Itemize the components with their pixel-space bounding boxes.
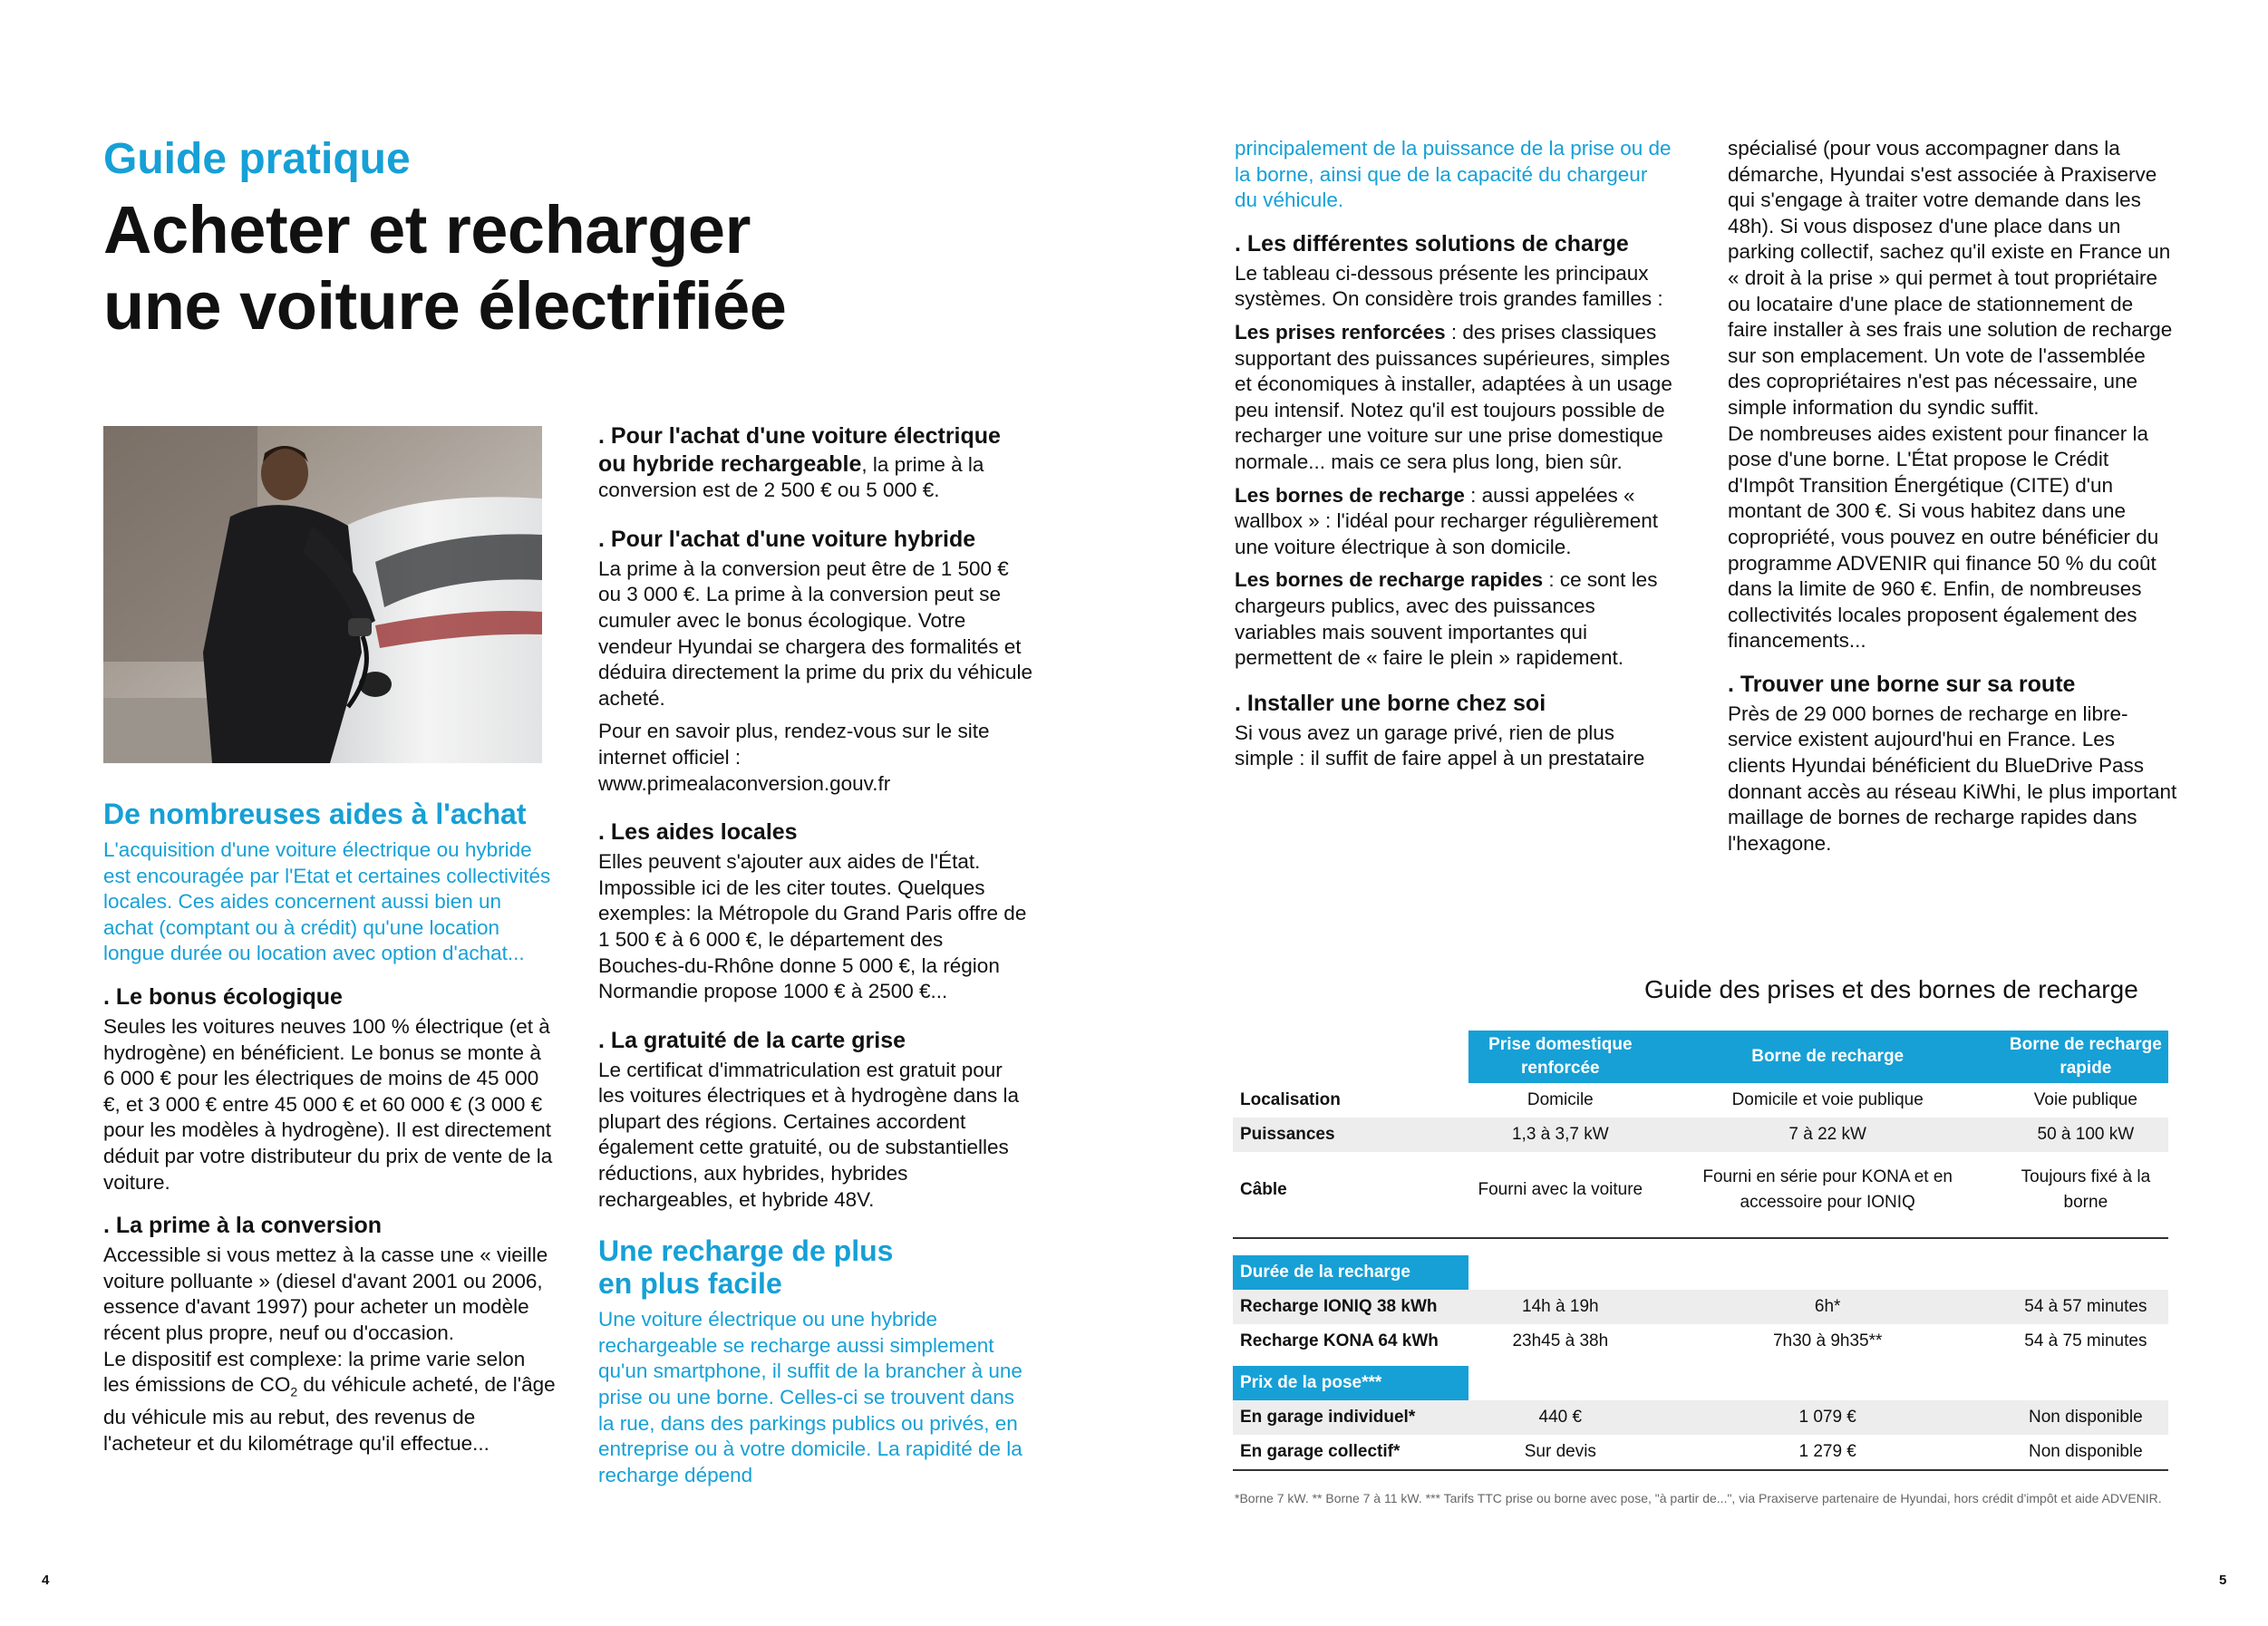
title-line-2: une voiture électrifiée bbox=[103, 268, 787, 344]
row-label: En garage collectif* bbox=[1240, 1442, 1401, 1461]
trouver-heading: . Trouver une borne sur sa route bbox=[1728, 671, 2076, 697]
table-spacer bbox=[1233, 1238, 2168, 1255]
table-cell: 54 à 75 minutes bbox=[2024, 1331, 2147, 1350]
grise-heading: . La gratuité de la carte grise bbox=[598, 1027, 906, 1053]
table-cell: Sur devis bbox=[1524, 1442, 1596, 1461]
table-cell: 23h45 à 38h bbox=[1512, 1331, 1609, 1350]
table-cell: 1,3 à 3,7 kW bbox=[1468, 1118, 1653, 1152]
recharge-heading-line1: Une recharge de plus bbox=[598, 1234, 894, 1268]
title-line-1: Acheter et recharger bbox=[103, 192, 751, 267]
table-cell: 50 à 100 kW bbox=[2003, 1118, 2168, 1152]
elec-heading: . Pour l'achat d'une voiture électrique ou hybride rechargeable bbox=[598, 423, 1001, 477]
table-cell: 7h30 à 9h35** bbox=[1772, 1331, 1883, 1350]
table-cell: 1 079 € bbox=[1653, 1400, 2003, 1435]
page-number-right: 5 bbox=[2219, 1573, 2227, 1588]
prises-text: : des prises classiques supportant des puissances supérieures, simples et économiques à installer, adaptées à un usage peu intensif. Notez qu'il est toujours possible de recharger une voiture sur une prise domestique normale... mais ce sera plus long, bien sûr. bbox=[1235, 320, 1672, 473]
column-1 bbox=[103, 798, 557, 1457]
photo-illustration bbox=[103, 426, 542, 763]
man-charging-car-photo bbox=[103, 426, 542, 763]
bornes-lead: Les bornes de recharge bbox=[1235, 483, 1465, 507]
rapides-text: : ce sont les chargeurs publics, avec des puissances variables mais souvent importantes qui permettent de « faire le plein » rapidement. bbox=[1235, 568, 1658, 670]
co2-subscript: 2 bbox=[290, 1384, 298, 1399]
hyb-more-link: Pour en savoir plus, rendez-vous sur le site internet officiel : www.primealaconversion.gouv.fr bbox=[598, 720, 990, 795]
grise-text: Le certificat d'immatriculation est gratuit pour les voitures électriques et à hydrogène dans la plupart des régions. Certaines accordent également cette gratuité, ou de substantielles réductions, aux hybrides, hybrides rechargeables, et hybride 48V. bbox=[598, 1058, 1020, 1211]
table-footnote: *Borne 7 kW. ** Borne 7 à 11 kW. *** Tarifs TTC prise ou borne avec pose, "à partir de...", via Praxiserve partenaire de Hyundai, hors crédit d'impôt et aide ADVENIR. bbox=[1235, 1491, 2162, 1505]
column-2 bbox=[598, 422, 1033, 1488]
installer-heading: . Installer une borne chez soi bbox=[1235, 690, 1546, 716]
table-row bbox=[1233, 1400, 2168, 1435]
table-row bbox=[1233, 1324, 2168, 1359]
prime-text-b-part2: du véhicule acheté, de l'âge du véhicule mis au rebut, des revenus de l'acheteur et du kilométrage qu'il effectue... bbox=[103, 1373, 556, 1455]
table-header-cell: Prise domestique renforcée bbox=[1468, 1031, 1653, 1083]
table-header-row bbox=[1233, 1031, 2168, 1083]
recharge-heading bbox=[598, 1234, 1033, 1300]
table-cell: 14h à 19h bbox=[1468, 1290, 1653, 1324]
table-header-empty bbox=[1233, 1031, 1468, 1083]
table-cell: Non disponible bbox=[2029, 1442, 2143, 1461]
page-number-left: 4 bbox=[42, 1573, 50, 1588]
bonus-text: Seules les voitures neuves 100 % électrique (et à hydrogène) en bénéficient. Le bonus se monte à 6 000 € pour les électriques de moins de 45 000 €, et 3 000 € entre 45 000 € et 60 000 € (3 000 € pour les modèles à hydrogène). Il est directement déduit par votre distributeur du prix de vente de la voiture. bbox=[103, 1014, 553, 1194]
prime-heading: . La prime à la conversion bbox=[103, 1213, 383, 1239]
table-cell: Toujours fixé à la borne bbox=[2021, 1167, 2151, 1212]
locales-heading: . Les aides locales bbox=[598, 819, 798, 846]
table-cell: 54 à 57 minutes bbox=[2003, 1290, 2168, 1324]
table-row bbox=[1233, 1118, 2168, 1152]
bornes-text: : aussi appelées « wallbox » : l'idéal pour recharger régulièrement une voiture électrique à son domicile. bbox=[1235, 483, 1659, 558]
row-label: Puissances bbox=[1233, 1118, 1468, 1152]
solutions-heading: . Les différentes solutions de charge bbox=[1235, 230, 1629, 256]
prix-band: Prix de la pose*** bbox=[1233, 1366, 1468, 1400]
table-row bbox=[1233, 1083, 2168, 1118]
trouver-text: Près de 29 000 bornes de recharge en libre-service existent aujourd'hui en France. Les clients Hyundai bénéficient du BlueDrive Pass donnant accès au réseau KiWhi, le plus important maillage de bornes de recharge rapides dans l'hexagone. bbox=[1728, 702, 2177, 855]
aides-intro: L'acquisition d'une voiture électrique ou hybride est encouragée par l'Etat et certaines collectivités locales. Ces aides concernent aussi bien un achat (comptant ou à crédit) qu'une location longue durée ou location avec option d'achat... bbox=[103, 838, 551, 965]
rapides-paragraph bbox=[1235, 567, 1674, 671]
elec-text: , la prime à la conversion est de 2 500 € ou 5 000 €. bbox=[598, 452, 984, 502]
table-cell: 1 279 € bbox=[1798, 1442, 1856, 1461]
recharge-continued: principalement de la puissance de la prise ou de la borne, ainsi que de la capacité du chargeur du véhicule. bbox=[1235, 137, 1672, 212]
table-header-cell: Borne de recharge rapide bbox=[2003, 1031, 2168, 1083]
row-label: Recharge IONIQ 38 kWh bbox=[1233, 1290, 1468, 1324]
page-title bbox=[103, 192, 786, 344]
table-cell: 6h* bbox=[1653, 1290, 2003, 1324]
table-cell: Fourni en série pour KONA et en accessoire pour IONIQ bbox=[1702, 1167, 1953, 1212]
column-3 bbox=[1235, 136, 1674, 772]
table-row bbox=[1233, 1152, 2168, 1228]
table-cell: Domicile et voie publique bbox=[1731, 1090, 1924, 1109]
table-separator bbox=[1233, 1228, 2168, 1238]
table-cell: Non disponible bbox=[2003, 1400, 2168, 1435]
prime-text-b-part1: Le dispositif est complexe: la prime varie selon les émissions de CO bbox=[103, 1347, 526, 1397]
installer-continued: spécialisé (pour vous accompagner dans la démarche, Hyundai s'est associée à Praxiserve qui s'engage à traiter votre demande dans les 48h). Si vous disposez d'une place dans un parking collectif, sachez qu'il existe en France un « droit à la prise » qui permet à tout propriétaire ou locataire d'une place de stationnement de faire installer à ses frais une solution de recharge sur son emplacement. Un vote de l'assemblée des copropriétaires n'est pas nécessaire, une simple information du syndic suffit. bbox=[1728, 137, 2173, 419]
rapides-lead: Les bornes de recharge rapides bbox=[1235, 568, 1544, 592]
aides-heading: De nombreuses aides à l'achat bbox=[103, 798, 527, 830]
prises-lead: Les prises renforcées bbox=[1235, 320, 1446, 344]
prises-paragraph bbox=[1235, 320, 1674, 476]
table-title: Guide des prises et des bornes de recharge bbox=[1644, 975, 2138, 1003]
duree-band: Durée de la recharge bbox=[1233, 1255, 1468, 1290]
prime-text-a: Accessible si vous mettez à la casse une « vieille voiture polluante » (diesel d'avant 2001 ou 2006, essence d'avant 1997) pour acheter un modèle récent plus propre, neuf ou d'occasion. bbox=[103, 1244, 548, 1344]
prime-text-b bbox=[103, 1347, 557, 1457]
table-cell: Voie publique bbox=[2033, 1090, 2137, 1109]
locales-text: Elles peuvent s'ajouter aux aides de l'État. Impossible ici de les citer toutes. Quelques exemples: la Métropole du Grand Paris offre de 1 500 € à 6 000 €, le département des Bouches-du-Rhône donne 5 000 €, la région Normandie propose 1000 € à 2500 €... bbox=[598, 850, 1027, 1003]
column-4 bbox=[1728, 136, 2177, 857]
section-kicker: Guide pratique bbox=[103, 135, 411, 183]
recharge-heading-line2: en plus facile bbox=[598, 1267, 782, 1301]
elec-paragraph bbox=[598, 422, 1033, 504]
bonus-heading: . Le bonus écologique bbox=[103, 983, 343, 1010]
table-row bbox=[1233, 1290, 2168, 1324]
row-label: Localisation bbox=[1240, 1090, 1341, 1109]
charging-table bbox=[1233, 1031, 2168, 1471]
hyb-heading: . Pour l'achat d'une voiture hybride bbox=[598, 526, 976, 552]
row-label: Câble bbox=[1240, 1180, 1287, 1199]
aides-pose-text: De nombreuses aides existent pour financer la pose d'une borne. L'État propose le Crédit d'Impôt Transition Énergétique (CITE) d'un montant de 300 €. Si vous habitez dans une copropriété, vous pouvez en outre bénéficier du programme ADVENIR qui finance 50 % du coût dans la limite de 960 €. Enfin, de nombreuses collectivités locales proposent également des financements... bbox=[1728, 421, 2159, 653]
row-label: Recharge KONA 64 kWh bbox=[1240, 1331, 1439, 1350]
bornes-paragraph bbox=[1235, 483, 1674, 561]
table-header-cell: Borne de recharge bbox=[1653, 1031, 2003, 1083]
table-cell: Domicile bbox=[1527, 1090, 1594, 1109]
recharge-intro: Une voiture électrique ou une hybride rechargeable se recharge aussi simplement qu'un smartphone, il suffit de la brancher à une prise ou une borne. Celles-ci se trouvent dans la rue, dans des parkings publics ou privés, en entreprise ou à votre domicile. La rapidité de la recharge dépend bbox=[598, 1308, 1023, 1486]
hyb-text: La prime à la conversion peut être de 1 500 € ou 3 000 €. La prime à la conversion peut se cumuler avec le bonus écologique. Votre vendeur Hyundai se chargera des formalités et déduira directement la prime du prix du véhicule acheté. bbox=[598, 557, 1033, 710]
table-cell: 440 € bbox=[1468, 1400, 1653, 1435]
row-label: En garage individuel* bbox=[1233, 1400, 1468, 1435]
solutions-text: Le tableau ci-dessous présente les principaux systèmes. On considère trois grandes familles : bbox=[1235, 261, 1663, 311]
table-band-row bbox=[1233, 1366, 2168, 1400]
table-spacer bbox=[1233, 1359, 2168, 1366]
table-band-row bbox=[1233, 1255, 2168, 1290]
table-cell: 7 à 22 kW bbox=[1653, 1118, 2003, 1152]
table-cell: Fourni avec la voiture bbox=[1478, 1180, 1643, 1199]
installer-text: Si vous avez un garage privé, rien de plus simple : il suffit de faire appel à un prestataire bbox=[1235, 721, 1645, 770]
table-row bbox=[1233, 1435, 2168, 1470]
